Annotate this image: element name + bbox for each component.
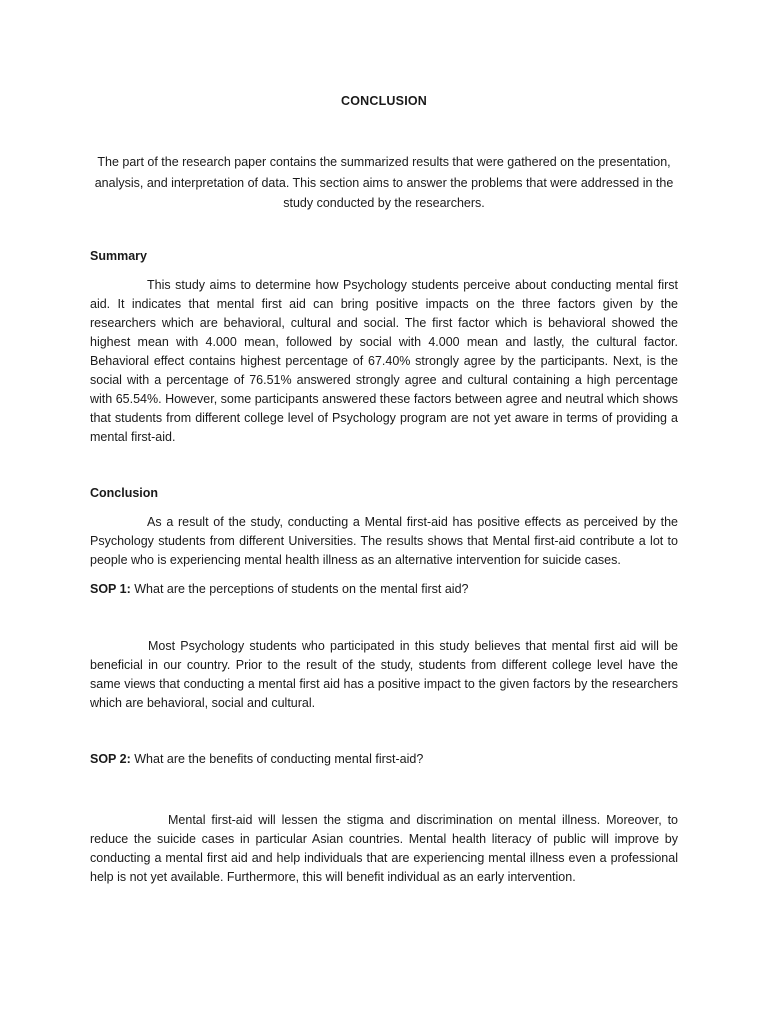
conclusion-paragraph: As a result of the study, conducting a Mental first-aid has positive effects as perceived by the Psychology students from different Universities. The results shows that Mental first-aid contribute a lot to people who is experiencing mental health illness as an alternative intervention for suicide cases. xyxy=(90,515,678,567)
summary-heading: Summary xyxy=(90,249,147,263)
sop2-question-text: What are the benefits of conducting mental first-aid? xyxy=(134,752,424,766)
summary-paragraph: This study aims to determine how Psychology students perceive about conducting mental first aid. It indicates that mental first aid can bring positive impacts on the three factors given by the researchers which are behavioral, cultural and social. The first factor which is behavioral showed the highest mean with 4.000 mean, followed by social with 4.000 mean and lastly, the cultural factor. Behavioral effect contains highest percentage of 67.40% strongly agree by the participants. Next, is the social with a percentage of 76.51% answered strongly agree and cultural containing a high percentage with 65.54%. However, some participants answered these factors between agree and neutral which shows that students from different college level of Psychology program are not yet aware in terms of providing a mental first-aid. xyxy=(90,278,678,444)
conclusion-heading: Conclusion xyxy=(90,486,159,500)
sop1-label: SOP 1: xyxy=(90,582,131,596)
sop1-question xyxy=(90,582,468,596)
sop1-answer: Most Psychology students who participated in this study believes that mental first aid will be beneficial in our country. Prior to the result of the study, students from different college level have the same views that conducting a mental first aid has a positive impact to the given factors by the researchers which are behavioral, social and cultural. xyxy=(90,639,678,710)
page-title: CONCLUSION xyxy=(340,94,428,108)
sop2-answer: Mental first-aid will lessen the stigma and discrimination on mental illness. Moreover, to reduce the suicide cases in particular Asian countries. Mental health literacy of public will improve by conducting a mental first aid and help individuals that are experiencing mental illness even a professional help is not yet available. Furthermore, this will benefit individual as an early intervention. xyxy=(90,813,678,884)
sop2-label: SOP 2: xyxy=(90,752,131,766)
sop1-question-text: What are the perceptions of students on the mental first aid? xyxy=(134,582,469,596)
sop2-question xyxy=(90,752,423,766)
intro-paragraph: The part of the research paper contains the summarized results that were gathered on the presentation, analysis, and interpretation of data. This section aims to answer the problems that were addressed in the study conducted by the researchers. xyxy=(94,155,674,210)
